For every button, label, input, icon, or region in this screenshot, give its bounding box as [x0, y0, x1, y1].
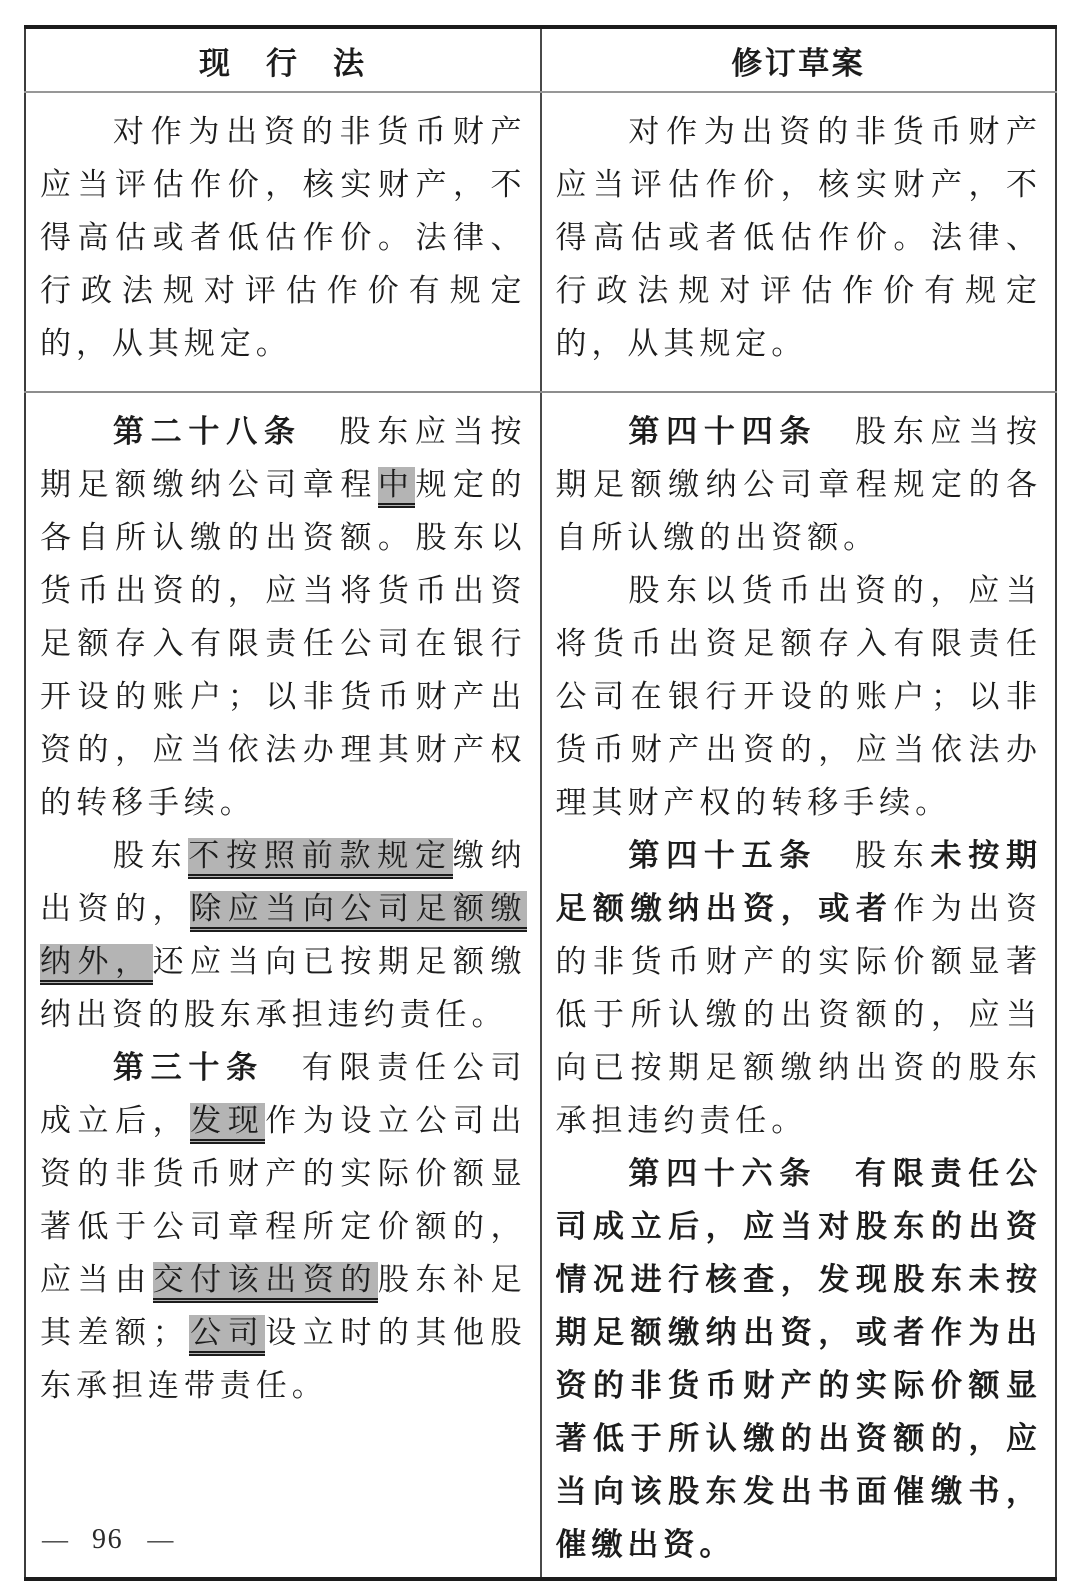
highlighted-text: 中	[378, 467, 416, 508]
bold-text: 第三十条	[112, 1050, 302, 1085]
table-row	[25, 392, 1056, 1579]
bold-text: 未按期足额缴纳出资，或者	[555, 838, 1042, 926]
text-run: 规定的各自所认缴的出资额。股东以货币出资的，应当将货币出资足额存入有限责任公司在银行开设的账户；以非货币财产出资的，应当依法办理其财产权的转移手续。	[40, 467, 527, 820]
text-run: 缴纳出资的，	[40, 838, 527, 926]
highlighted-text: 发现	[190, 1103, 265, 1144]
text-run: 股东应当按期足额缴纳公司章程	[40, 414, 527, 502]
law-paragraph	[40, 1041, 527, 1412]
law-paragraph	[556, 564, 1043, 829]
cell-revised-draft	[541, 92, 1057, 392]
table-row	[25, 92, 1056, 392]
text-run: 股东应当按期足额缴纳公司章程规定的各自所认缴的出资额。	[555, 414, 1042, 555]
highlighted-text: 交付该出资的	[153, 1262, 378, 1303]
highlighted-text: 除应当向公司足额缴纳外，	[40, 891, 527, 985]
table-header	[25, 27, 1056, 92]
column-header-revised-draft: 修订草案	[541, 27, 1057, 92]
bold-text: 第四十四条	[628, 414, 855, 449]
header-row	[25, 27, 1056, 92]
text-run: 设立时的其他股东承担连带责任。	[40, 1315, 527, 1403]
page-number-dash: —	[42, 1525, 68, 1554]
text-run: 股东	[854, 838, 931, 873]
table-body	[25, 92, 1056, 1579]
highlighted-text: 公司	[189, 1315, 266, 1356]
page-number	[42, 1524, 173, 1556]
page-number-dash: —	[147, 1525, 174, 1554]
text-run: 股东以货币出资的，应当将货币出资足额存入有限责任公司在银行开设的账户；以非货币财产出资的，应当依法办理其财产权的转移手续。	[555, 573, 1042, 820]
text-run: 股东补足其差额；	[40, 1262, 527, 1350]
law-comparison-table	[24, 25, 1057, 1581]
bold-text: 第二十八条	[112, 414, 340, 449]
law-paragraph	[40, 405, 527, 829]
cell-current-law	[25, 92, 541, 392]
text-run: 股东	[112, 838, 189, 873]
law-paragraph	[556, 105, 1043, 370]
law-paragraph	[556, 1147, 1043, 1571]
bold-text: 第四十五条	[628, 838, 855, 873]
text-run: 对作为出资的非货币财产应当评估作价，核实财产，不得高估或者低估作价。法律、行政法规对评估作价有规定的，从其规定。	[555, 114, 1042, 361]
text-run: 有限责任公司成立后，	[40, 1050, 527, 1138]
text-run: 作为设立公司出资的非货币财产的实际价额显著低于公司章程所定价额的，应当由	[40, 1103, 527, 1297]
text-run: 作为出资的非货币财产的实际价额显著低于所认缴的出资额的，应当向已按期足额缴纳出资的股东承担违约责任。	[555, 891, 1042, 1138]
law-paragraph	[40, 105, 527, 370]
text-run: 对作为出资的非货币财产应当评估作价，核实财产，不得高估或者低估作价。法律、行政法规对评估作价有规定的，从其规定。	[40, 114, 527, 361]
text-run: 还应当向已按期足额缴纳出资的股东承担违约责任。	[40, 944, 527, 1032]
law-paragraph	[556, 405, 1043, 564]
cell-current-law	[25, 392, 541, 1579]
bold-text: 第四十六条 有限责任公司成立后，应当对股东的出资情况进行核查，发现股东未按期足额缴纳出资，或者作为出资的非货币财产的实际价额显著低于所认缴的出资额的，应当向该股东发出书面催缴书，催缴出资。	[555, 1156, 1042, 1562]
law-paragraph	[556, 829, 1043, 1147]
column-header-current-law: 现 行 法	[25, 27, 541, 92]
cell-revised-draft	[541, 392, 1057, 1579]
law-paragraph	[40, 829, 527, 1041]
page-number-value: 96	[92, 1524, 124, 1555]
highlighted-text: 不按照前款规定	[188, 838, 452, 879]
